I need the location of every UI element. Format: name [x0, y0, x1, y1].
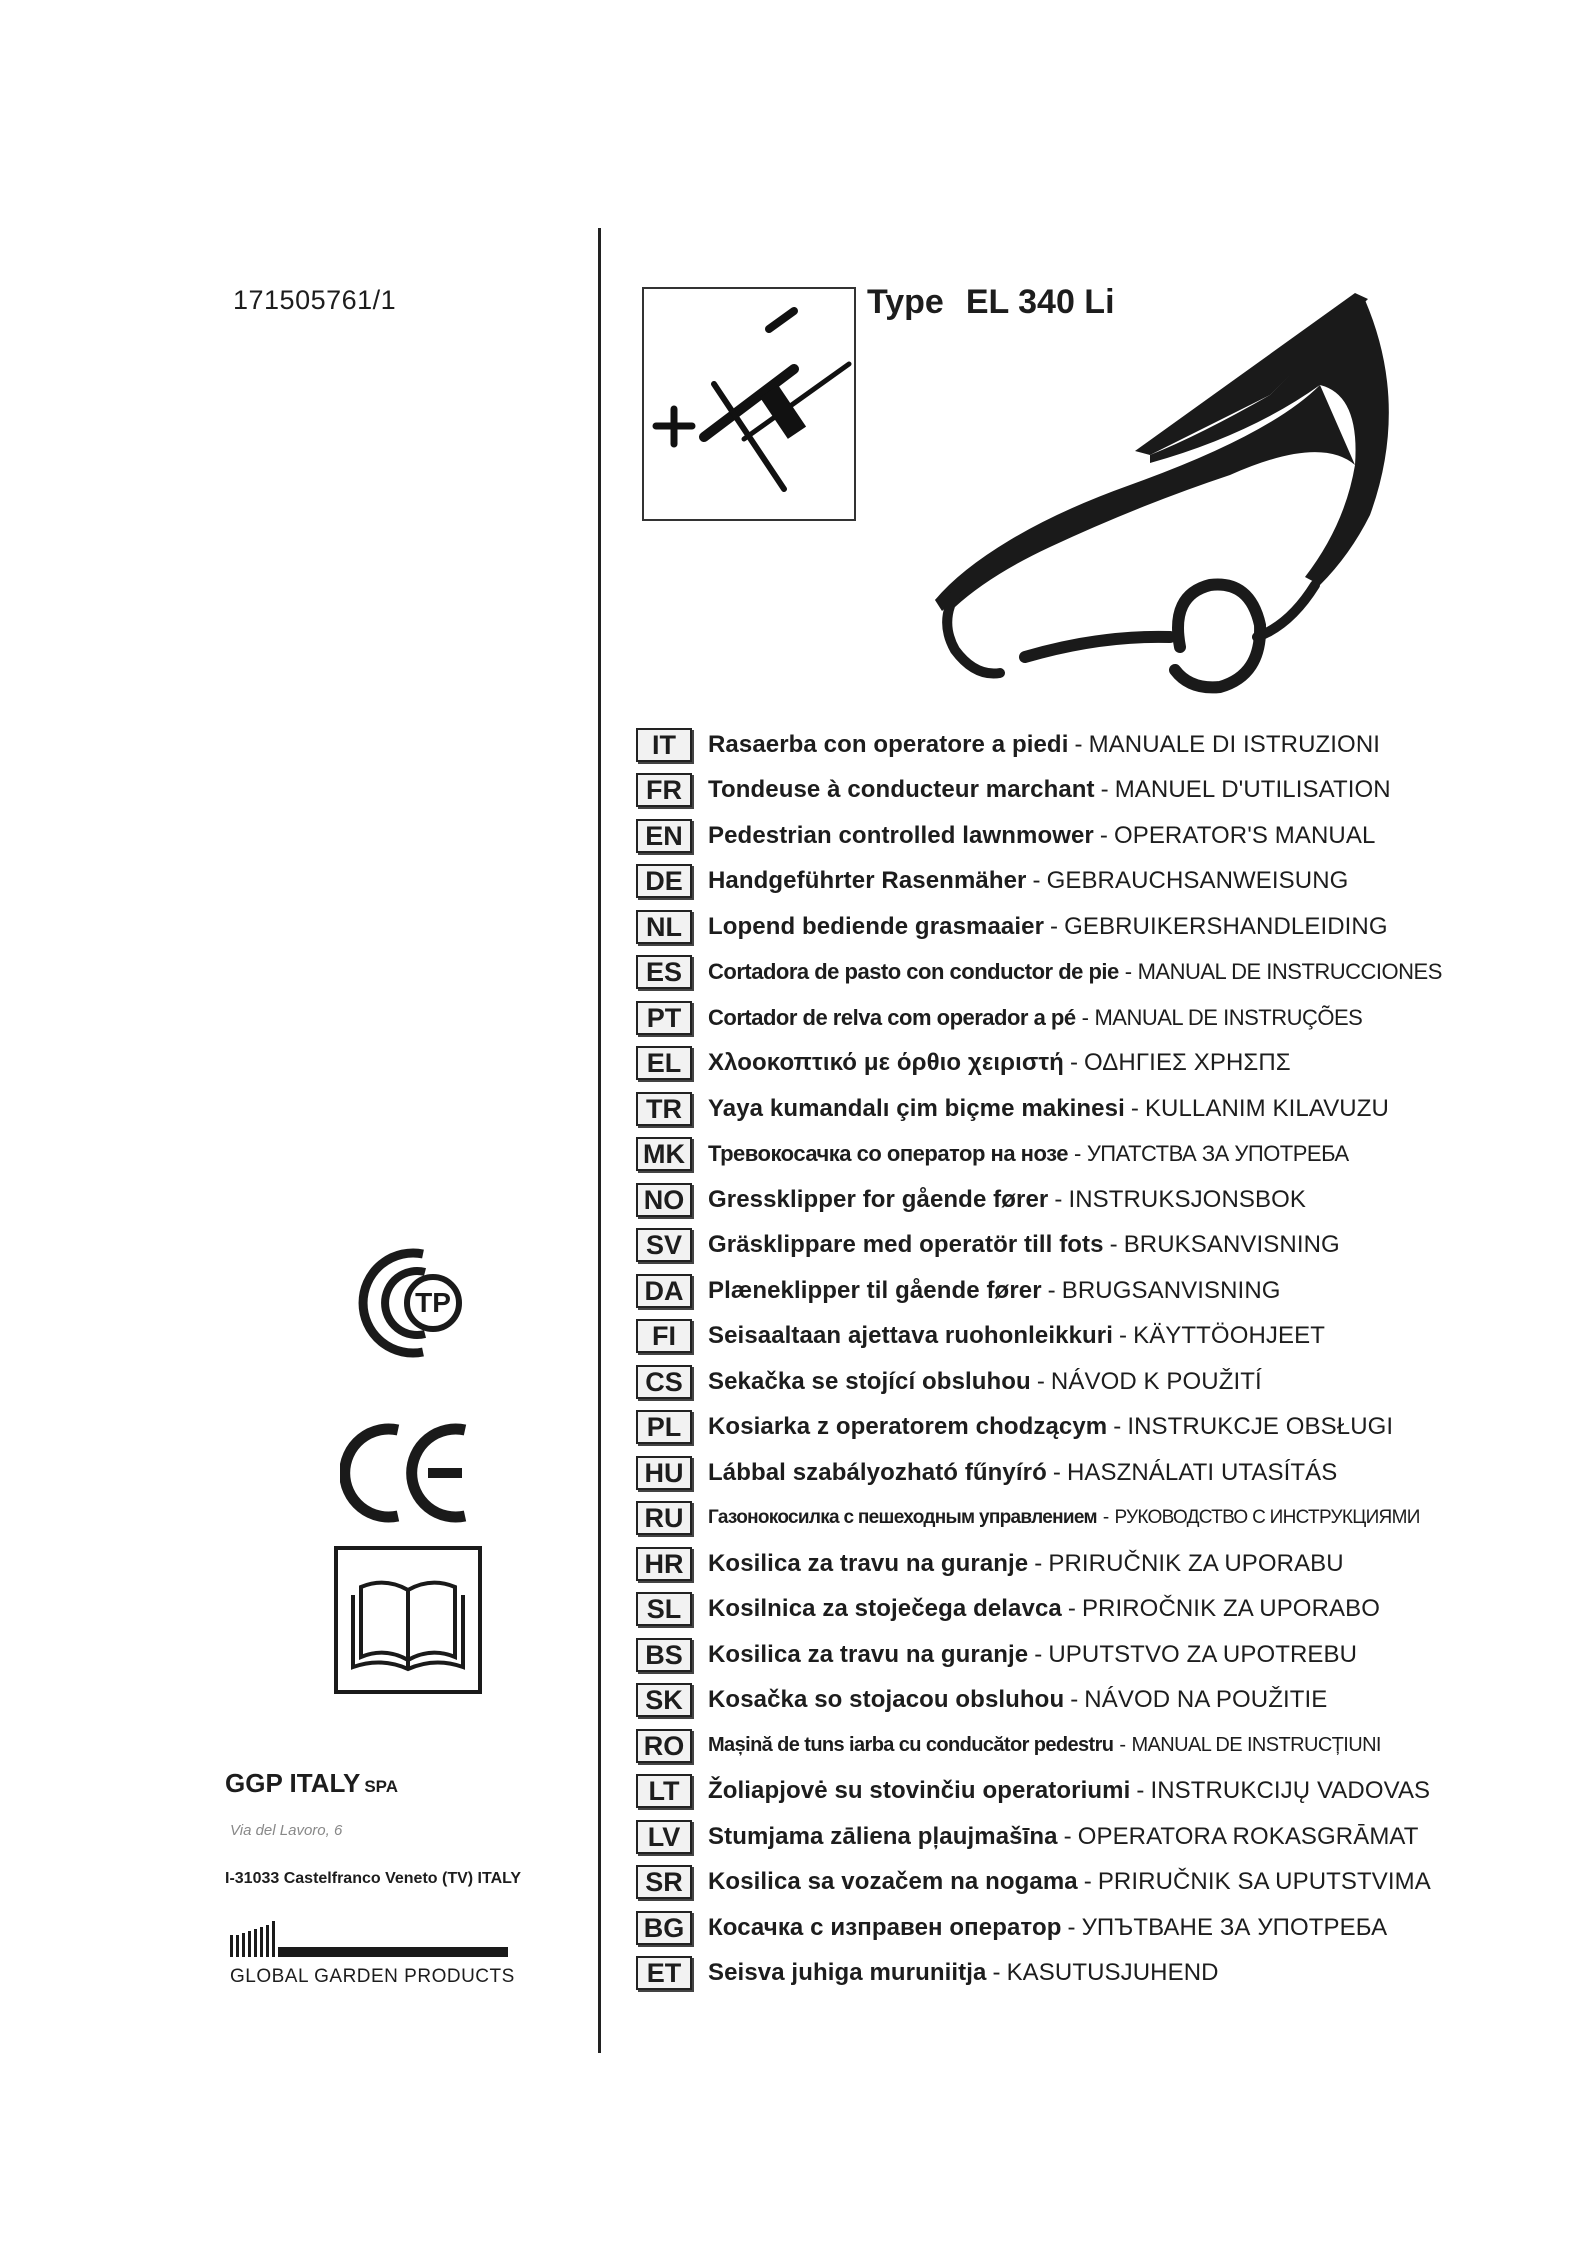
vertical-divider — [598, 228, 601, 2053]
language-code-badge: FR — [636, 773, 692, 807]
language-code-badge: HU — [636, 1456, 692, 1490]
language-code-badge: SK — [636, 1683, 692, 1717]
lawnmower-icon — [850, 285, 1395, 725]
language-code-badge: FI — [636, 1319, 692, 1353]
language-code-badge: MK — [636, 1137, 692, 1171]
language-title: Yaya kumandalı çim biçme makinesi - KULLANIM KILAVUZU — [708, 1094, 1389, 1122]
language-row-en — [636, 813, 1566, 859]
language-row-lv — [636, 1814, 1566, 1860]
language-list — [636, 722, 1566, 1996]
language-row-el — [636, 1041, 1566, 1087]
language-title: Газонокосилка с пешеходным управлением - РУКОВОДСТВО С ИНСТРУКЦИЯМИ — [708, 1507, 1420, 1529]
language-code-badge: EN — [636, 819, 692, 853]
language-title: Mașină de tuns iarba cu conducător pedestru - MANUAL DE INSTRUCȚIUNI — [708, 1734, 1381, 1757]
language-title: Lopend bediende grasmaaier - GEBRUIKERSHANDLEIDING — [708, 912, 1388, 940]
company-city: I-31033 Castelfranco Veneto (TV) ITALY — [225, 1870, 522, 1887]
language-title: Stumjama zāliena pļaujmašīna - OPERATORA ROKASGRĀMAT — [708, 1822, 1419, 1850]
language-title: Kosilica za travu na guranje - PRIRUČNIK ZA UPORABU — [708, 1549, 1344, 1577]
language-code-badge: RO — [636, 1729, 692, 1763]
language-title: Косачка с изправен оператор - УПЪТВАНЕ ЗА УПОТРЕБА — [708, 1913, 1388, 1941]
language-row-hu — [636, 1450, 1566, 1496]
language-row-pt — [636, 995, 1566, 1041]
model-name: EL 340 Li — [965, 283, 1115, 321]
language-title: Kosačka so stojacou obsluhou - NÁVOD NA POUŽITIE — [708, 1686, 1328, 1714]
language-code-badge: PT — [636, 1001, 692, 1035]
ce-mark-icon — [340, 1418, 480, 1528]
language-title: Kosiarka z operatorem chodzącym - INSTRUKCJE OBSŁUGI — [708, 1413, 1394, 1441]
language-code-badge: LV — [636, 1820, 692, 1854]
language-title: Tondeuse à conducteur marchant - MANUEL D'UTILISATION — [708, 776, 1391, 804]
language-title: Cortadora de pasto con conductor de pie - MANUAL DE INSTRUCCIONES — [708, 959, 1442, 985]
read-manual-book-icon — [333, 1545, 483, 1695]
language-code-badge: ET — [636, 1956, 692, 1990]
language-title: Seisaaltaan ajettava ruohonleikkuri - KÄYTTÖOHJEET — [708, 1322, 1325, 1350]
language-title: Pedestrian controlled lawnmower - OPERATOR'S MANUAL — [708, 821, 1376, 849]
document-code: 171505761/1 — [233, 285, 397, 315]
svg-text:TP: TP — [415, 1287, 451, 1318]
language-code-badge: HR — [636, 1547, 692, 1581]
language-row-bs — [636, 1632, 1566, 1678]
language-row-sl — [636, 1587, 1566, 1633]
language-title: Plæneklipper til gående fører - BRUGSANVISNING — [708, 1276, 1281, 1304]
language-title: Gräsklippare med operatör till fots - BRUKSANVISNING — [708, 1231, 1340, 1259]
gost-tp-certification-icon — [345, 1240, 480, 1365]
language-code-badge: BS — [636, 1638, 692, 1672]
language-row-fi — [636, 1314, 1566, 1360]
language-title: Тревокосачка со оператор на нозе - УПАТСТВА ЗА УПОТРЕБА — [708, 1141, 1349, 1167]
language-title: Kosilica sa vozačem na nogama - PRIRUČNIK SA UPUTSTVIMA — [708, 1868, 1431, 1896]
company-name: GGP ITALY SPA — [225, 1768, 399, 1798]
language-title: Gressklipper for gående fører - INSTRUKSJONSBOK — [708, 1185, 1306, 1213]
brand-tagline: GLOBAL GARDEN PRODUCTS — [230, 1966, 515, 1987]
language-title: Rasaerba con operatore a piedi - MANUALE DI ISTRUZIONI — [708, 730, 1381, 758]
language-title: Handgeführter Rasenmäher - GEBRAUCHSANWEISUNG — [708, 867, 1349, 895]
language-row-es — [636, 950, 1566, 996]
language-row-da — [636, 1268, 1566, 1314]
language-code-badge: NL — [636, 910, 692, 944]
language-row-mk — [636, 1132, 1566, 1178]
language-row-fr — [636, 768, 1566, 814]
language-row-tr — [636, 1086, 1566, 1132]
language-row-sv — [636, 1223, 1566, 1269]
language-code-badge: PL — [636, 1410, 692, 1444]
ggp-logo-icon — [230, 1917, 510, 1959]
language-code-badge: NO — [636, 1183, 692, 1217]
language-title: Žoliapjovė su stovinčiu operatoriumi - INSTRUKCIJŲ VADOVAS — [708, 1777, 1431, 1805]
language-code-badge: BG — [636, 1911, 692, 1945]
language-row-de — [636, 859, 1566, 905]
language-row-ro — [636, 1723, 1566, 1769]
language-code-badge: LT — [636, 1774, 692, 1808]
language-row-sr — [636, 1860, 1566, 1906]
language-title: Seisva juhiga muruniitja - KASUTUSJUHEND — [708, 1959, 1219, 1987]
language-row-hr — [636, 1541, 1566, 1587]
language-row-lt — [636, 1769, 1566, 1815]
language-row-ru — [636, 1496, 1566, 1542]
language-code-badge: SV — [636, 1228, 692, 1262]
type-label: Type — [867, 283, 944, 321]
language-code-badge: DE — [636, 864, 692, 898]
company-street: Via del Lavoro, 6 — [230, 1822, 343, 1839]
language-row-sk — [636, 1678, 1566, 1724]
language-code-badge: EL — [636, 1046, 692, 1080]
language-row-it — [636, 722, 1566, 768]
language-row-cs — [636, 1359, 1566, 1405]
language-code-badge: TR — [636, 1092, 692, 1126]
language-code-badge: IT — [636, 728, 692, 762]
language-row-pl — [636, 1405, 1566, 1451]
language-row-nl — [636, 904, 1566, 950]
language-code-badge: RU — [636, 1501, 692, 1535]
language-code-badge: DA — [636, 1274, 692, 1308]
language-row-bg — [636, 1905, 1566, 1951]
language-code-badge: SL — [636, 1592, 692, 1626]
language-title: Cortador de relva com operador a pé - MANUAL DE INSTRUÇÕES — [708, 1004, 1363, 1030]
language-row-no — [636, 1177, 1566, 1223]
language-title: Χλοοκοπτικό με όρθιο χειριστή - ΟΔΗΓΙΕΣ ΧΡΗΣΠΣ — [708, 1049, 1291, 1077]
language-title: Lábbal szabályozható fűnyíró - HASZNÁLATI UTASÍTÁS — [708, 1458, 1338, 1486]
language-code-badge: CS — [636, 1365, 692, 1399]
language-title: Kosilnica za stoječega delavca - PRIROČNIK ZA UPORABO — [708, 1595, 1380, 1623]
language-code-badge: ES — [636, 955, 692, 989]
language-row-et — [636, 1951, 1566, 1997]
language-title: Sekačka se stojící obsluhou - NÁVOD K POUŽITÍ — [708, 1367, 1262, 1395]
language-code-badge: SR — [636, 1865, 692, 1899]
language-title: Kosilica za travu na guranje - UPUTSTVO ZA UPOTREBU — [708, 1640, 1358, 1668]
battery-icon — [642, 287, 856, 521]
